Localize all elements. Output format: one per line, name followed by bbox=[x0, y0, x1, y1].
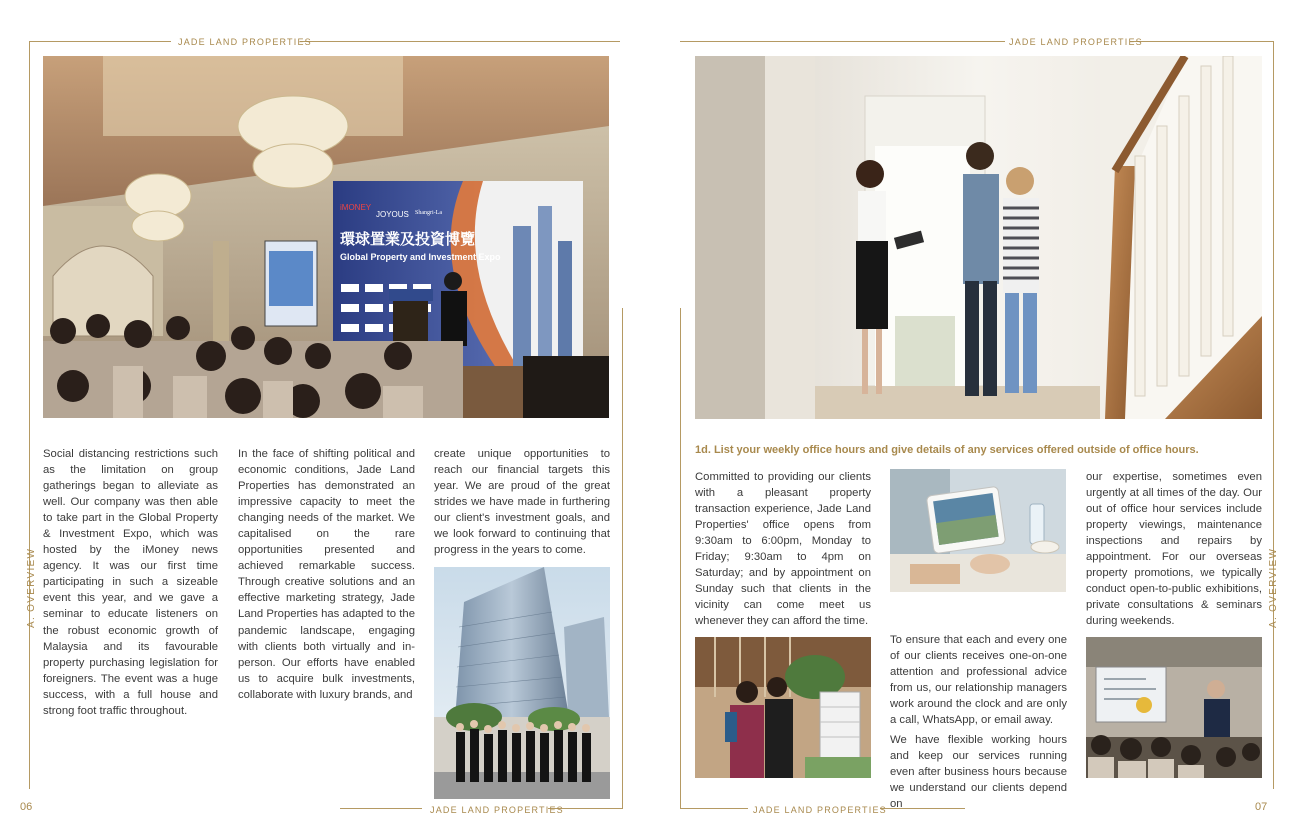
frame-bottom-left bbox=[340, 808, 422, 809]
right-column-1-text: Committed to providing our clients with a pleasant property transaction experience, Jade Land Properties' office opens from 9:30am to 6:00pm, Monday to Friday; 9:30am to 4pm on Saturday; and by appointment on Sunday such that clients in the vicinity can come meet us whenever they can afford the time. bbox=[695, 471, 871, 628]
frame-top-left bbox=[29, 41, 171, 42]
house-viewing-photo bbox=[695, 56, 1262, 419]
tablet-property-photo bbox=[890, 469, 1066, 592]
banner-brand-shangrila: Shangri-La bbox=[415, 210, 442, 216]
section-label-overview: A. OVERVIEW bbox=[1268, 547, 1279, 628]
left-column-3-text: create unique opportunities to reach our financial targets this year. We are proud of the great strides we have made in furthering our client's investment goals, and we look forward to continuing that progress in the years to come. bbox=[434, 448, 610, 557]
expo-event-photo bbox=[43, 56, 609, 418]
banner-title-en: Global Property and Investment Expo bbox=[340, 252, 501, 262]
seminar-photo bbox=[1086, 637, 1262, 778]
frame-top-left bbox=[680, 41, 1005, 42]
frame-right-vertical bbox=[1273, 41, 1274, 789]
right-column-2-text-b: We have flexible working hours and keep our services running even after business hours because we understand our clients depend on bbox=[890, 734, 1067, 811]
banner-title-cn: 環球置業及投資博覽 bbox=[340, 230, 476, 248]
frame-right-vertical bbox=[622, 308, 623, 808]
frame-left-vertical bbox=[29, 41, 30, 789]
left-column-2-text: In the face of shifting political and economic conditions, Jade Land Properties has demonstrated an impressive capacity to meet the changing needs of the market. We capitalised on the rare opportunities presented and achieved remarkable success. Through creative solutions and an effective marketing strategy, Jade Land Properties has adapted to the pandemic landscape, engaging with clients both virtually and in-person. Our efforts have enabled us to acquire bulk investments, collaborate with luxury brands, and bbox=[238, 448, 415, 701]
page-number: 07 bbox=[1255, 801, 1268, 813]
right-column-2-text-a: To ensure that each and every one of our clients receives one-on-one attention and professional advice from us, our relationship managers work around the clock and are only a call, WhatsApp, or email away. bbox=[890, 634, 1067, 727]
brand-header-top: JADE LAND PROPERTIES bbox=[178, 37, 312, 47]
page-number: 06 bbox=[20, 801, 33, 813]
section-label-overview: A. OVERVIEW bbox=[26, 547, 37, 628]
brand-footer-bottom: JADE LAND PROPERTIES bbox=[753, 805, 887, 815]
showroom-model-photo bbox=[695, 637, 871, 778]
office-tower-team-photo bbox=[434, 567, 610, 799]
frame-bottom-left bbox=[680, 808, 748, 809]
banner-brand-imoney: iMONEY bbox=[340, 203, 372, 212]
question-heading: 1d. List your weekly office hours and give details of any services offered outside of office hours. bbox=[695, 444, 1199, 456]
frame-top-right bbox=[1130, 41, 1273, 42]
frame-left-vertical bbox=[680, 308, 681, 808]
banner-brand-joyous: JOYOUS bbox=[376, 210, 409, 219]
brand-header-top: JADE LAND PROPERTIES bbox=[1009, 37, 1143, 47]
right-page bbox=[652, 0, 1304, 840]
right-column-3-text: our expertise, sometimes even urgently at all times of the day. Our out of office hour services include property viewings, maintenance inspections and repairs by appointment. For our overseas property promotions, we typically conduct open-to-public exhibitions, private consultations & seminars during weekends. bbox=[1086, 471, 1262, 628]
left-column-1-text: Social distancing restrictions such as the limitation on group gatherings began to alleviate as well. Our company was then able to take part in the Global Property & Investment Expo, which was hosted by the iMoney news agency. It was our first time participating in such a sizeable event this year, and we gave a seminar to educate listeners on the robust economic growth of Malaysia and its favourable property purchasing legislation for foreigners. The event was a huge success, with a full house and strong foot traffic throughout. bbox=[43, 448, 218, 717]
brand-footer-bottom: JADE LAND PROPERTIES bbox=[430, 805, 564, 815]
frame-top-right bbox=[300, 41, 620, 42]
